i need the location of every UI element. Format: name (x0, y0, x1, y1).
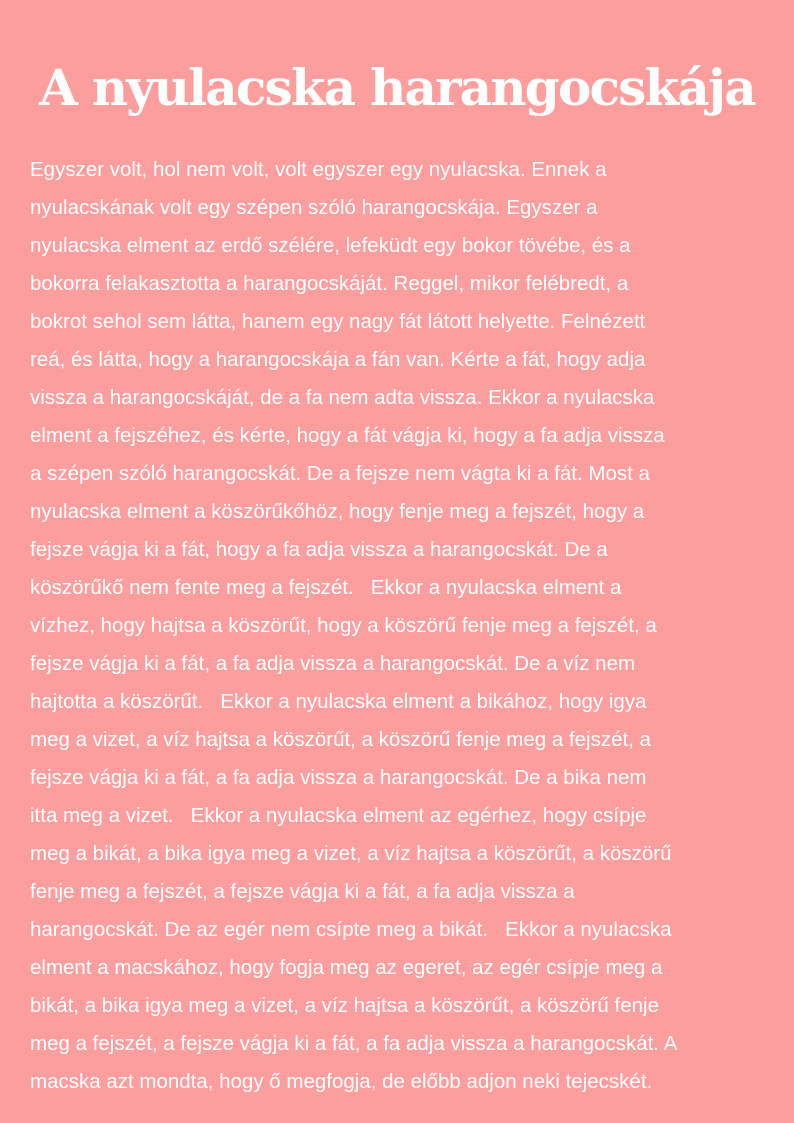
story-line: hajtotta a köszörűt. Ekkor a nyulacska elment a bikához, hogy igya (30, 690, 647, 713)
story-line: fejsze vágja ki a fát, a fa adja vissza a harangocskát. De a bika nem (30, 766, 647, 789)
story-line: reá, és látta, hogy a harangocskája a fán van. Kérte a fát, hogy adja (30, 348, 646, 371)
story-line: bikát, a bika igya meg a vizet, a víz hajtsa a köszörűt, a köszörű fenje (30, 994, 659, 1017)
story-line: Egyszer volt, hol nem volt, volt egyszer egy nyulacska. Ennek a (30, 158, 607, 181)
story-text (30, 151, 772, 1101)
story-line: a szépen szóló harangocskát. De a fejsze nem vágta ki a fát. Most a (30, 462, 650, 485)
page-title: A nyulacska harangocskája (39, 58, 755, 117)
story-line: meg a bikát, a bika igya meg a vizet, a víz hajtsa a köszörűt, a köszörű (30, 842, 672, 865)
story-line: köszörűkő nem fente meg a fejszét. Ekkor a nyulacska elment a (30, 576, 622, 599)
story-line: bokorra felakasztotta a harangocskáját. Reggel, mikor felébredt, a (30, 272, 629, 295)
story-line: nyulacska elment az erdő szélére, lefeküdt egy bokor tövébe, és a (30, 234, 631, 257)
story-line: meg a vizet, a víz hajtsa a köszörűt, a köszörű fenje meg a fejszét, a (30, 728, 651, 751)
story-line: elment a fejszéhez, és kérte, hogy a fát vágja ki, hogy a fa adja vissza (30, 424, 665, 447)
story-line: elment a macskához, hogy fogja meg az egeret, az egér csípje meg a (30, 956, 663, 979)
story-line: macska azt mondta, hogy ő megfogja, de előbb adjon neki tejecskét. (30, 1070, 653, 1093)
story-line: vissza a harangocskáját, de a fa nem adta vissza. Ekkor a nyulacska (30, 386, 655, 409)
story-line: nyulacskának volt egy szépen szóló harangocskája. Egyszer a (30, 196, 598, 219)
story-line: fejsze vágja ki a fát, a fa adja vissza a harangocskát. De a víz nem (30, 652, 636, 675)
story-line: bokrot sehol sem látta, hanem egy nagy fát látott helyette. Felnézett (30, 310, 646, 333)
story-line: harangocskát. De az egér nem csípte meg a bikát. Ekkor a nyulacska (30, 918, 672, 941)
story-line: fenje meg a fejszét, a fejsze vágja ki a fát, a fa adja vissza a (30, 880, 575, 903)
story-line: meg a fejszét, a fejsze vágja ki a fát, a fa adja vissza a harangocskát. A (30, 1032, 678, 1055)
story-line: itta meg a vizet. Ekkor a nyulacska elment az egérhez, hogy csípje (30, 804, 647, 827)
story-line: nyulacska elment a köszörűkőhöz, hogy fenje meg a fejszét, hogy a (30, 500, 645, 523)
story-line: fejsze vágja ki a fát, hogy a fa adja vissza a harangocskát. De a (30, 538, 608, 561)
story-line: vízhez, hogy hajtsa a köszörűt, hogy a köszörű fenje meg a fejszét, a (30, 614, 657, 637)
